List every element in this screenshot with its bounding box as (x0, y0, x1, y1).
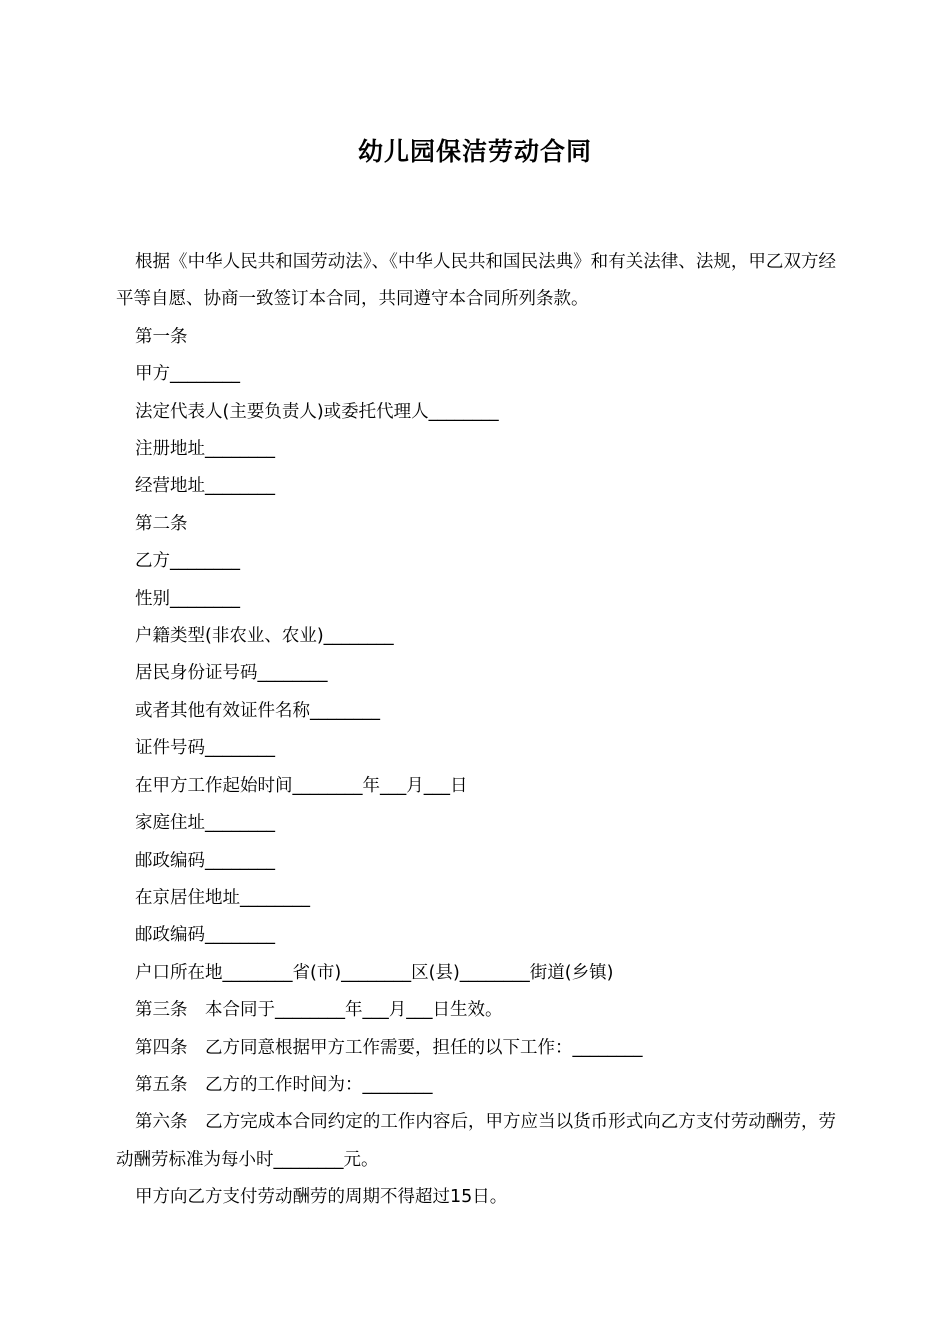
document-body (116, 244, 836, 1217)
beijing-address-field: 在京居住地址________ (135, 887, 310, 908)
postal-code-field-2: 邮政编码________ (135, 925, 275, 946)
document-title: 幼儿园保洁劳动合同 (357, 137, 592, 166)
party-a-field: 甲方________ (135, 364, 240, 385)
article-5: 第五条 乙方的工作时间为：________ (135, 1074, 433, 1095)
article-6: 第六条 乙方完成本合同约定的工作内容后，甲方应当以货币形式向乙方支付劳动酬劳，劳动酬劳标准为每小时________元。 (116, 1112, 836, 1170)
gender-field: 性别________ (135, 588, 240, 609)
hukou-location-field: 户口所在地________省(市)________区(县)________街道(乡镇) (135, 962, 614, 983)
registered-address-field: 注册地址________ (135, 439, 275, 460)
party-b-field: 乙方________ (135, 551, 240, 572)
other-id-name-field: 或者其他有效证件名称________ (135, 700, 380, 721)
article-2-heading: 第二条 (135, 513, 188, 534)
legal-representative-field: 法定代表人(主要负责人)或委托代理人________ (135, 401, 499, 422)
preamble-paragraph: 根据《中华人民共和国劳动法》、《中华人民共和国民法典》和有关法律、法规，甲乙双方经平等自愿、协商一致签订本合同，共同遵守本合同所列条款。 (116, 252, 836, 310)
certificate-number-field: 证件号码________ (135, 738, 275, 759)
start-date-field: 在甲方工作起始时间________年___月___日 (135, 775, 468, 796)
household-type-field: 户籍类型(非农业、农业)________ (135, 626, 394, 647)
article-1-heading: 第一条 (135, 326, 188, 347)
id-number-field: 居民身份证号码________ (135, 663, 328, 684)
business-address-field: 经营地址________ (135, 476, 275, 497)
article-4: 第四条 乙方同意根据甲方工作需要，担任的以下工作：________ (135, 1037, 643, 1058)
postal-code-field: 邮政编码________ (135, 850, 275, 871)
article-3: 第三条 本合同于________年___月___日生效。 (135, 1000, 503, 1021)
home-address-field: 家庭住址________ (135, 813, 275, 834)
payment-cycle-clause: 甲方向乙方支付劳动酬劳的周期不得超过15日。 (135, 1187, 508, 1208)
